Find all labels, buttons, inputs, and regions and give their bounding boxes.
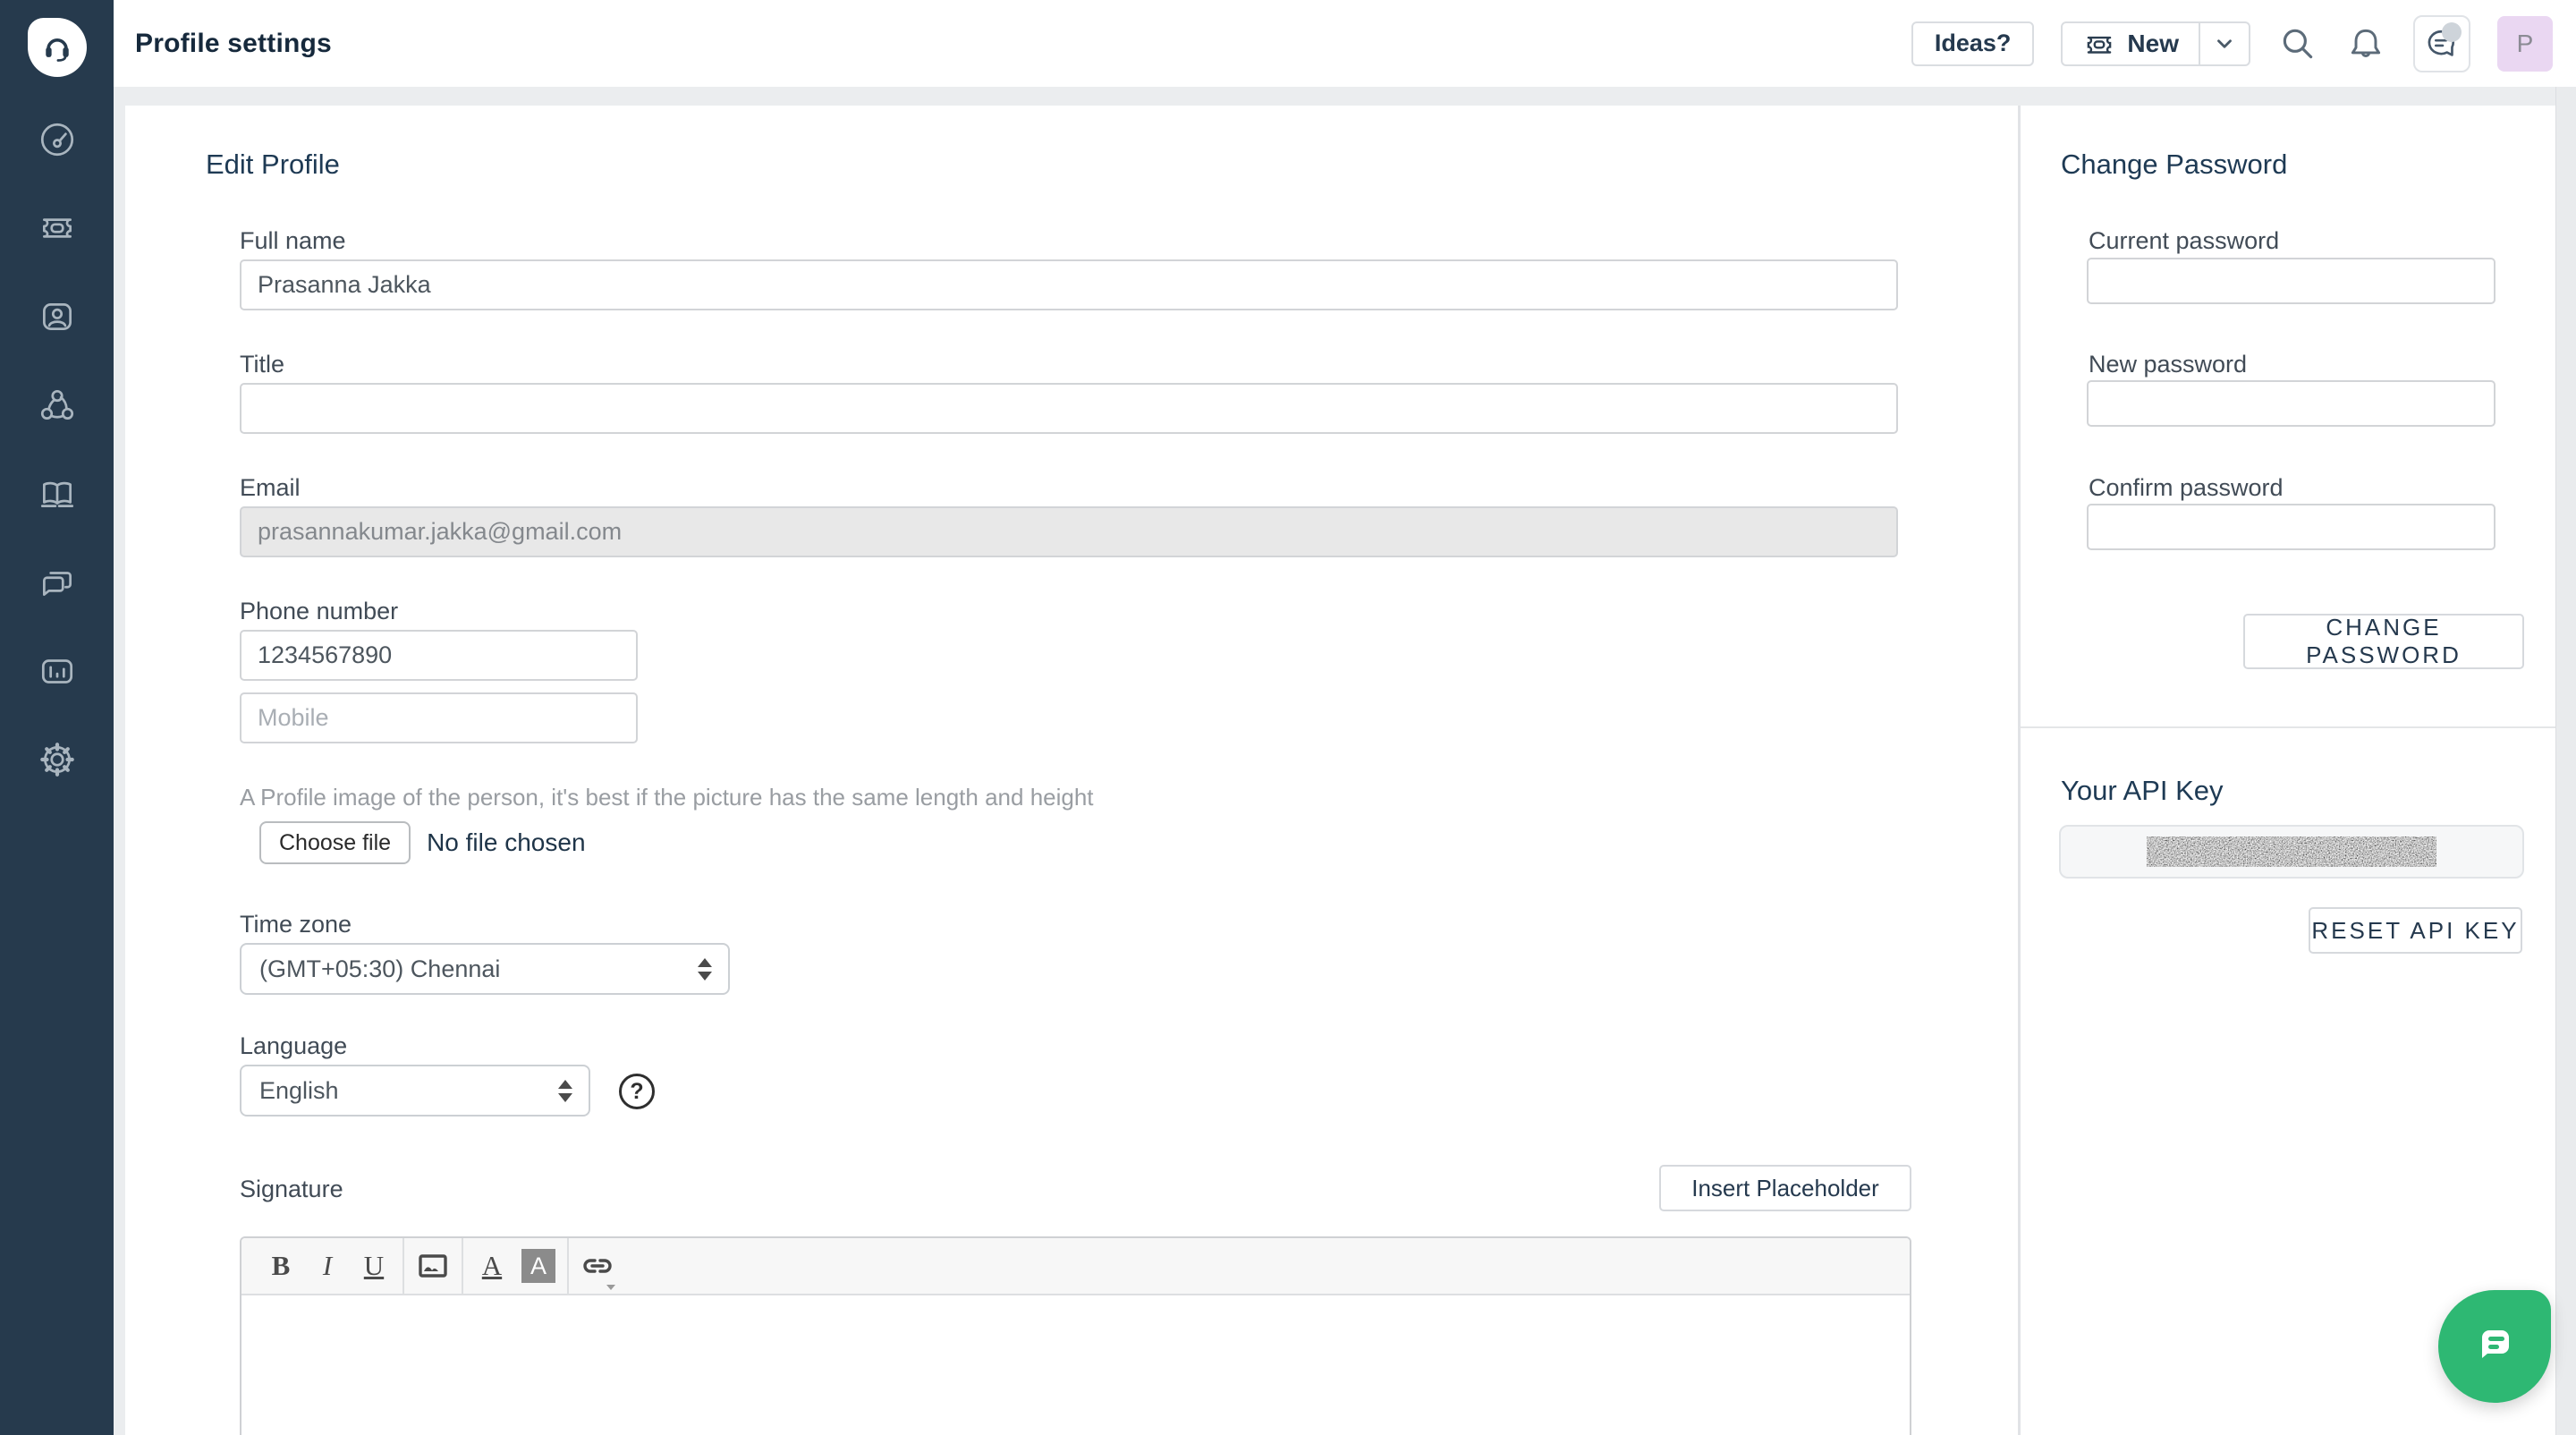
api-key-field [2059, 825, 2524, 879]
headset-icon [39, 30, 75, 65]
bold-button[interactable]: B [271, 1250, 291, 1281]
change-password-button[interactable]: CHANGE PASSWORD [2243, 614, 2524, 669]
insert-placeholder-button[interactable]: Insert Placeholder [1659, 1165, 1911, 1211]
language-label: Language [240, 1032, 348, 1059]
whats-new-button[interactable] [2413, 15, 2470, 72]
sidebar-item-knowledge-base[interactable] [32, 469, 82, 519]
title-label: Title [240, 351, 285, 378]
time-zone-label: Time zone [240, 911, 352, 938]
phone-input[interactable] [240, 630, 638, 681]
language-help-icon[interactable]: ? [619, 1074, 655, 1109]
italic-button[interactable]: I [322, 1250, 333, 1281]
section-divider [2021, 726, 2555, 728]
time-zone-select[interactable] [240, 943, 730, 995]
sidebar-item-tickets[interactable] [32, 203, 82, 253]
knowledge-base-icon [37, 473, 78, 514]
new-ticket-label: New [2127, 29, 2179, 57]
email-input [240, 506, 1898, 557]
underline-button[interactable]: U [363, 1250, 385, 1281]
signature-editor [240, 1236, 1911, 1435]
settings-icon [37, 739, 78, 780]
api-key-heading: Your API Key [2061, 775, 2224, 806]
insert-image-icon [417, 1250, 449, 1282]
search-button[interactable] [2277, 23, 2318, 64]
full-name-label: Full name [240, 227, 346, 254]
email-label: Email [240, 474, 301, 501]
edit-profile-heading: Edit Profile [206, 149, 340, 180]
choose-file-button[interactable]: Choose file [259, 821, 411, 864]
sidebar-item-contacts[interactable] [32, 292, 82, 342]
title-input[interactable] [240, 383, 1898, 434]
language-select[interactable] [240, 1065, 590, 1117]
language-value: English [259, 1076, 339, 1104]
new-ticket-split-button [2061, 21, 2250, 66]
signature-label: Signature [240, 1176, 343, 1202]
new-ticket-dropdown[interactable] [2199, 23, 2249, 64]
notification-dot [2442, 22, 2462, 42]
select-stepper-icon [558, 1080, 572, 1102]
toolbar-separator [567, 1238, 569, 1294]
page-title: Profile settings [135, 28, 332, 58]
text-color-button[interactable]: A [481, 1250, 503, 1281]
reset-api-key-button[interactable]: RESET API KEY [2309, 907, 2522, 954]
notifications-button[interactable] [2345, 23, 2386, 64]
confirm-password-input[interactable] [2087, 504, 2496, 550]
organizations-icon [37, 385, 78, 426]
phone-label: Phone number [240, 598, 399, 624]
signature-toolbar [242, 1238, 1910, 1295]
search-icon [2277, 23, 2318, 64]
sidebar-item-conversations[interactable] [32, 557, 82, 607]
sidebar-item-dashboard[interactable] [32, 115, 82, 165]
scrollbar-track[interactable] [2555, 87, 2576, 1435]
time-zone-value: (GMT+05:30) Chennai [259, 955, 501, 982]
background-color-button[interactable]: A [521, 1249, 555, 1283]
sidebar-item-organizations[interactable] [32, 380, 82, 430]
tickets-icon [37, 208, 78, 249]
toolbar-separator [402, 1238, 404, 1294]
conversations-icon [37, 562, 78, 603]
change-password-heading: Change Password [2061, 149, 2288, 180]
ideas-button[interactable]: Ideas? [1911, 21, 2035, 66]
file-chosen-status: No file chosen [427, 828, 586, 856]
ticket-icon [2082, 27, 2116, 61]
top-bar [114, 0, 2576, 87]
sidebar [0, 0, 114, 1435]
chevron-down-icon [2213, 32, 2236, 55]
new-password-input[interactable] [2087, 380, 2496, 427]
api-key-redacted [2147, 836, 2436, 867]
profile-image-hint: A Profile image of the person, it's best if the picture has the same length and height [240, 784, 1094, 811]
profile-image-upload [259, 821, 586, 864]
sidebar-item-settings[interactable] [32, 734, 82, 785]
insert-image-button[interactable] [410, 1238, 456, 1294]
dashboard-icon [37, 119, 78, 160]
full-name-input[interactable] [240, 259, 1898, 310]
user-avatar[interactable] [2497, 16, 2553, 72]
link-dropdown-caret [606, 1285, 615, 1290]
sidebar-nav [32, 115, 82, 823]
chat-widget-button[interactable] [2438, 1290, 2551, 1403]
avatar-initial: P [2516, 29, 2534, 57]
toolbar-separator [462, 1238, 463, 1294]
new-ticket-button[interactable] [2063, 23, 2199, 64]
edit-profile-card [125, 106, 2018, 1435]
select-stepper-icon [698, 958, 712, 981]
mobile-input[interactable] [240, 692, 638, 743]
new-password-label: New password [2089, 351, 2248, 378]
insert-link-icon [580, 1248, 615, 1284]
current-password-input[interactable] [2087, 258, 2496, 304]
reports-icon [37, 650, 78, 692]
confirm-password-label: Confirm password [2089, 474, 2284, 501]
top-bar-actions [1911, 15, 2553, 72]
current-password-label: Current password [2089, 227, 2280, 254]
bell-icon [2345, 23, 2386, 64]
account-security-panel [2021, 106, 2555, 1435]
signature-editor-body[interactable] [242, 1295, 1910, 1435]
sidebar-item-reports[interactable] [32, 646, 82, 696]
contacts-icon [37, 296, 78, 337]
insert-link-button[interactable] [574, 1238, 621, 1294]
chat-bubble-icon [2470, 1321, 2520, 1371]
app-logo[interactable] [28, 18, 87, 77]
